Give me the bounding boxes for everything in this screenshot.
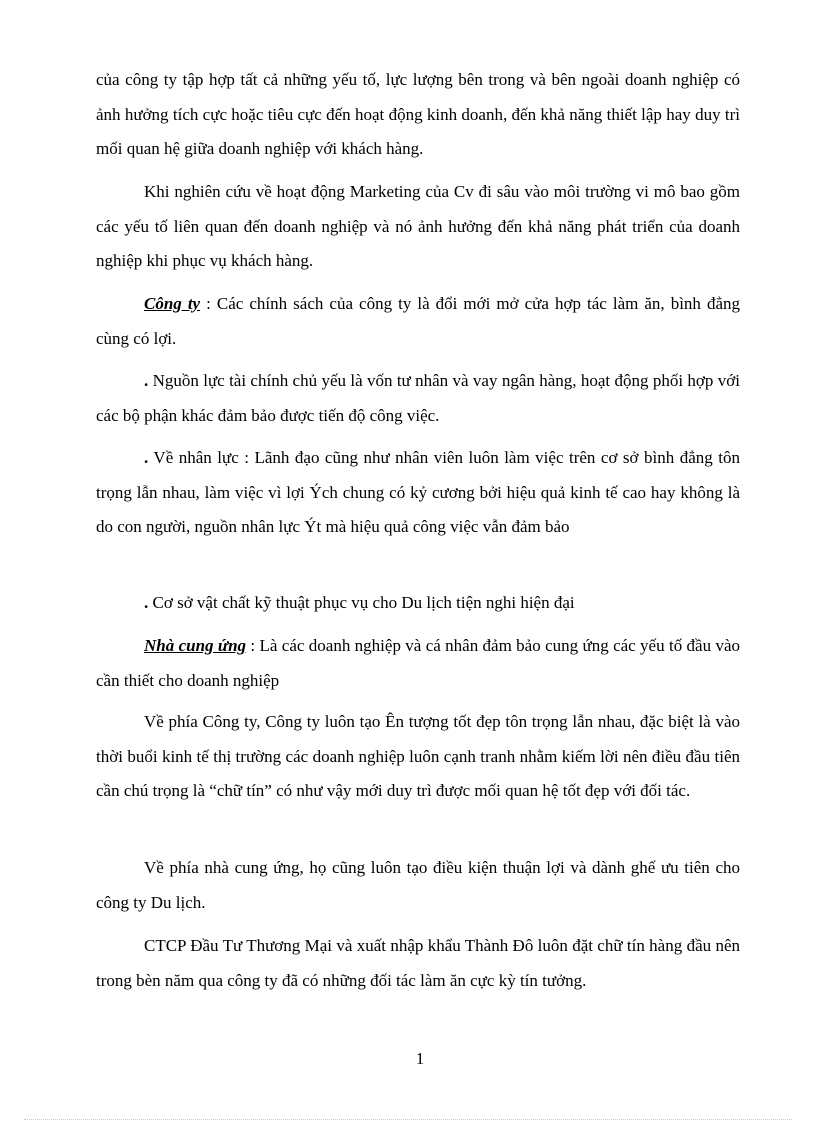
heading-suppliers: Nhà cung ứng: [144, 636, 247, 655]
paragraph-company: Công ty : Các chính sách của công ty là đổi mới mở cửa hợp tác làm ăn, bình đẳng cùng có lợi.: [96, 294, 741, 348]
paragraph-company-side: Về phía Công ty, Công ty luôn tạo Ên tượng tốt đẹp tôn trọng lẫn nhau, đặc biệt là vào thời buổi kinh tế thị trường các doanh nghiệp luôn cạnh tranh nhằm kiếm lời nên điều đầu tiên cần chú trọng là “chữ tín” có như vậy mới duy trì được mối quan hệ tốt đẹp với đối tác.: [96, 712, 740, 800]
paragraph-ctcp: CTCP Đầu Tư Thương Mại và xuất nhập khẩu Thành Đô luôn đặt chữ tín hàng đầu nên trong bèn năm qua công ty đã có những đối tác làm ăn cực kỳ tín tưởng.: [96, 936, 740, 990]
paragraph-suppliers: Nhà cung ứng : Là các doanh nghiệp và cá nhân đảm bảo cung ứng các yếu tố đầu vào cần thiết cho doanh nghiệp: [96, 636, 740, 690]
bullet-dot: .: [144, 371, 149, 390]
page-number: 1: [415, 1049, 425, 1068]
paragraph-supplier-side: Về phía nhà cung ứng, họ cũng luôn tạo điều kiện thuận lợi và dành ghế ưu tiên cho công ty Du lịch.: [96, 858, 740, 912]
page-bottom-divider: [24, 1119, 792, 1120]
paragraph-marketing-research: Khi nghiên cứu về hoạt động Marketing của Cv đi sâu vào môi trường vi mô bao gồm các yếu tố liên quan đến doanh nghiệp và nó ảnh hưởng đến khả năng phát triển của doanh nghiệp khi phục vụ khách hàng.: [96, 182, 740, 270]
heading-company: Công ty: [144, 294, 201, 313]
bullet-dot: .: [144, 448, 149, 467]
paragraph-intro-continuation: của công ty tập hợp tất cả những yếu tố, lực lượng bên trong và bên ngoài doanh nghiệp có ảnh hưởng tích cực hoặc tiêu cực đến hoạt động kinh doanh, đến khả năng thiết lập hay duy trì mối quan hệ giữa doanh nghiệp với khách hàng.: [96, 70, 740, 158]
paragraph-financial-resources: . Nguồn lực tài chính chủ yếu là vốn tư nhân và vay ngân hàng, hoạt động phối hợp với các bộ phận khác đảm bảo được tiến độ công việc.: [96, 371, 740, 425]
bullet-dot: .: [144, 593, 149, 612]
paragraph-human-resources: . Về nhân lực : Lãnh đạo cũng như nhân viên luôn làm việc trên cơ sở bình đẳng tôn trọng lẫn nhau, làm việc vì lợi Ých chung có kỷ cương bởi hiệu quả kinh tế cao hay không là do con người, nguồn nhân lực Ýt mà hiệu quả công việc vẫn đảm bảo: [96, 448, 740, 536]
paragraph-facilities: . Cơ sở vật chất kỹ thuật phục vụ cho Du lịch tiện nghi hiện đại: [144, 593, 575, 612]
